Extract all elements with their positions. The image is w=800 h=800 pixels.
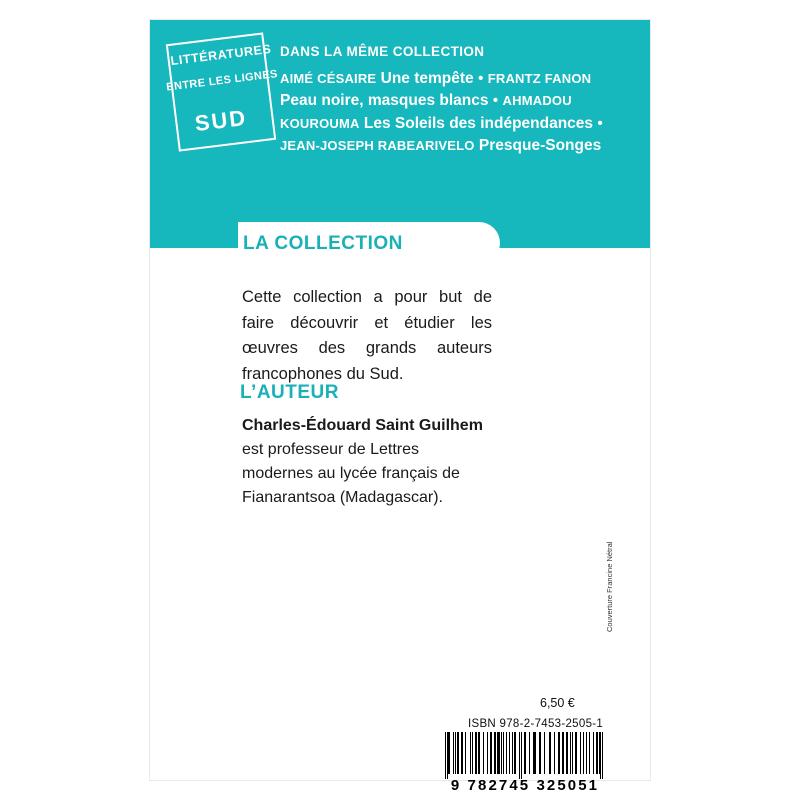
stamp-line-litteratures: LITTÉRATURES — [169, 41, 273, 69]
author-bio: est professeur de Lettres modernes au lycée français de Fianarantsoa (Madagascar). — [242, 441, 460, 506]
collection-author-2: AHMADOU KOUROUMA — [280, 93, 572, 131]
same-collection-block — [280, 44, 625, 158]
stamp-line-sud: SUD — [193, 104, 249, 137]
same-collection-title: DANS LA MÊME COLLECTION — [280, 44, 485, 59]
collection-sep-0: • — [477, 70, 484, 87]
author-description — [242, 414, 492, 510]
collection-author-3: JEAN-JOSEPH RABEARIVELO — [280, 138, 475, 154]
author-heading: L’AUTEUR — [240, 382, 339, 403]
collection-tab-label: LA COLLECTION — [243, 233, 403, 254]
collection-work-3: Presque-Songes — [478, 137, 602, 155]
stamp-line-entre-les-lignes: ENTRE LES LIGNES — [165, 68, 279, 94]
collection-work-2: Les Soleils des indépendances — [363, 114, 594, 132]
collection-description: Cette collection a pour but de faire découvrir et étudier les œuvres des grands auteurs francophones du Sud. — [242, 288, 492, 383]
same-collection-list — [280, 68, 625, 158]
series-stamp-logo — [165, 30, 279, 155]
collection-tab — [238, 222, 500, 264]
collection-author-1: FRANTZ FANON — [487, 71, 592, 86]
barcode-image — [445, 732, 603, 780]
collection-sep-1: • — [492, 92, 499, 110]
author-name: Charles-Édouard Saint Guilhem — [242, 417, 483, 434]
barcode-digits: 9 782745 325051 — [450, 777, 600, 794]
collection-author-0: AIMÉ CÉSAIRE — [280, 71, 377, 86]
book-back-cover — [150, 20, 650, 794]
cover-credit-label: Couverture Francine Nétral — [605, 541, 614, 632]
collection-sep-2: • — [597, 114, 603, 132]
collection-work-0: Une tempête — [380, 70, 474, 87]
collection-work-1: Peau noire, masques blancs — [280, 92, 489, 110]
price-label: 6,50 € — [540, 696, 575, 710]
isbn-label: ISBN 978-2-7453-2505-1 — [468, 718, 604, 730]
